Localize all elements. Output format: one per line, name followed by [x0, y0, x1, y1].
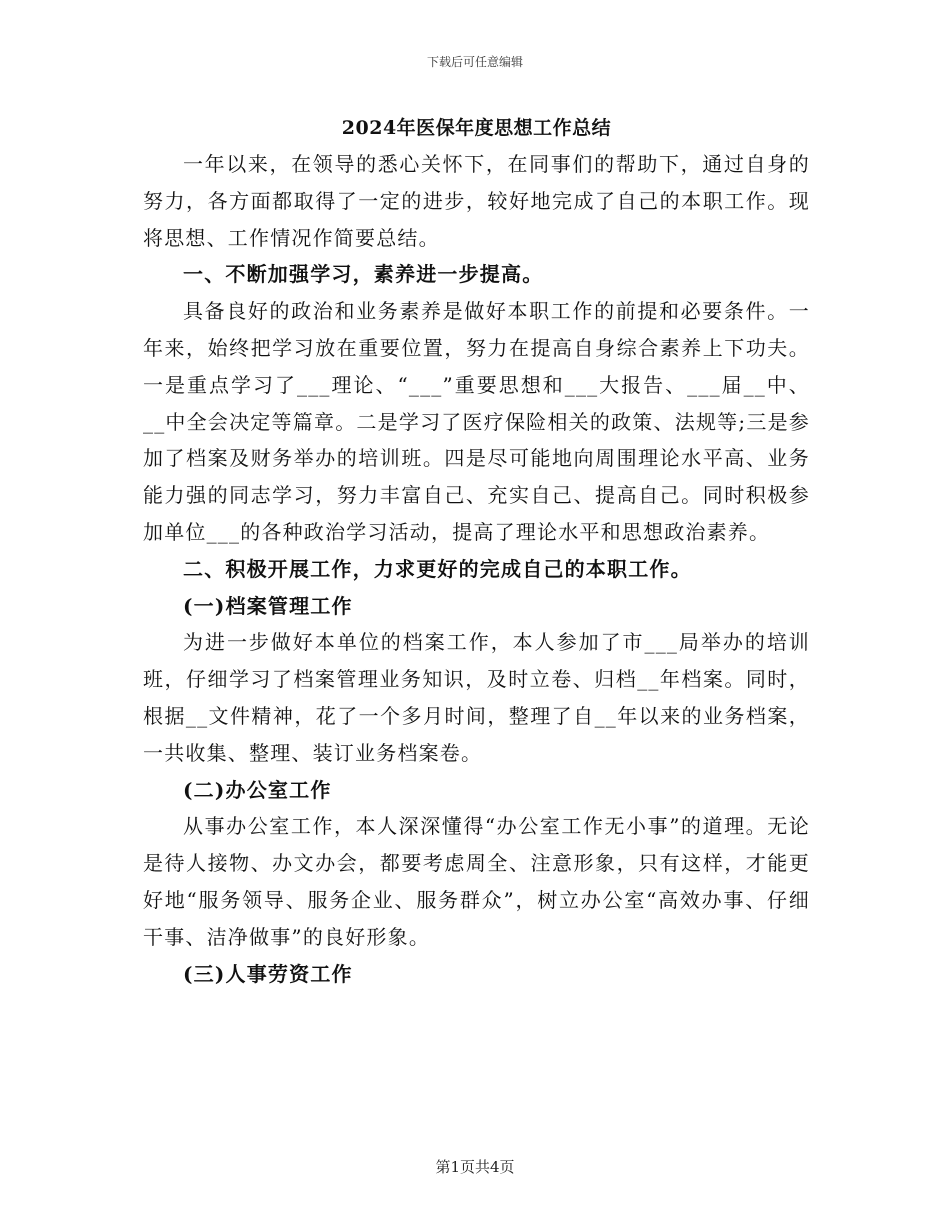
section-1-body: 具备良好的政治和业务素养是做好本职工作的前提和必要条件。一年来，始终把学习放在重要位置，努力在提高自身综合素养上下功夫。一是重点学习了___理论、“___”重要思想和___大报告、___届__中、__中全会决定等篇章。二是学习了医疗保险相关的政策、法规等;三是参加了档案及财务举办的培训班。四是尽可能地向周围理论水平高、业务能力强的同志学习，努力丰富自己、充实自己、提高自己。同时积极参加单位___的各种政治学习活动，提高了理论水平和思想政治素养。: [143, 299, 810, 544]
subsection-2-body: 从事办公室工作，本人深深懂得“办公室工作无小事”的道理。无论是待人接物、办文办会，都要考虑周全、注意形象，只有这样，才能更好地“服务领导、服务企业、服务群众”，树立办公室“高效办事、仔细干事、洁净做事”的良好形象。: [143, 814, 810, 949]
section-1-heading: 一、不断加强学习，素养进一步提高。: [183, 262, 544, 287]
subsection-1-body: 为进一步做好本单位的档案工作，本人参加了市___局举办的培训班，仔细学习了档案管理业务知识，及时立卷、归档__年档案。同时，根据__文件精神，花了一个多月时间，整理了自__年以来的业务档案，一共收集、整理、装订业务档案卷。: [143, 630, 810, 765]
intro-paragraph: 一年以来，在领导的悉心关怀下，在同事们的帮助下，通过自身的努力，各方面都取得了一定的进步，较好地完成了自己的本职工作。现将思想、工作情况作简要总结。: [143, 152, 810, 250]
subsection-3-heading: (三)人事劳资工作: [183, 961, 353, 986]
document-title: 2024年医保年度思想工作总结: [341, 117, 612, 139]
subsection-2-heading: (二)办公室工作: [183, 777, 332, 802]
subsection-1-heading: (一)档案管理工作: [183, 593, 353, 618]
header-note: 下载后可任意编辑: [426, 55, 523, 69]
document-body: [143, 112, 810, 992]
section-2-heading: 二、积极开展工作，力求更好的完成自己的本职工作。: [183, 556, 692, 581]
page-number: 第1页共4页: [435, 1158, 515, 1176]
